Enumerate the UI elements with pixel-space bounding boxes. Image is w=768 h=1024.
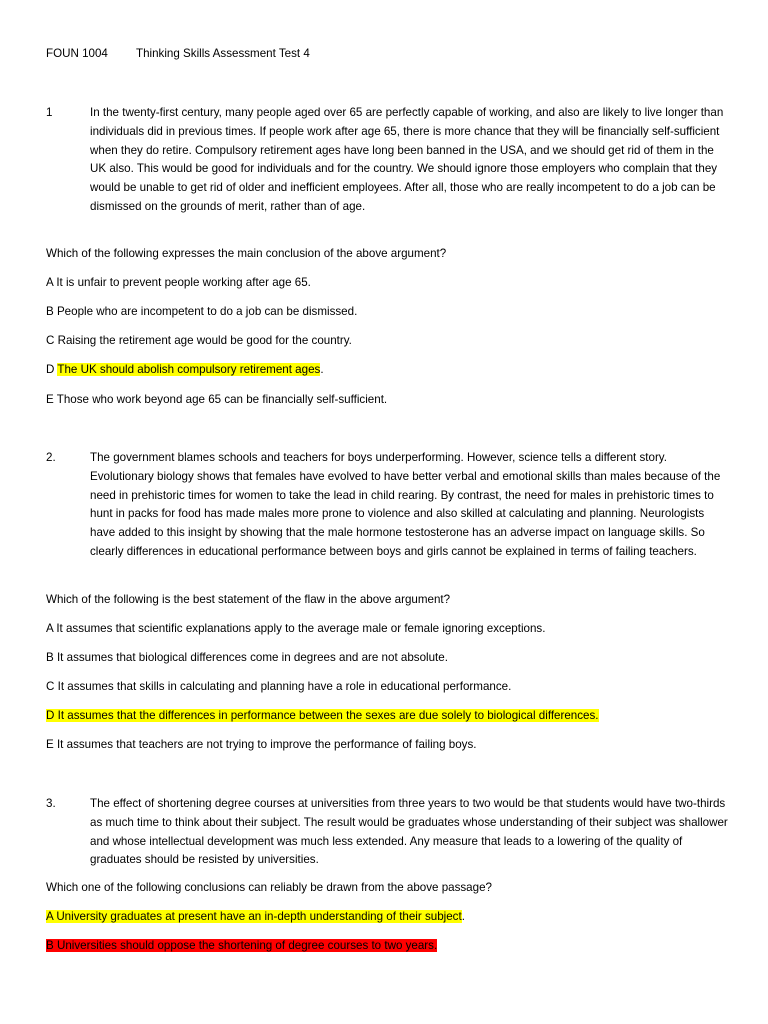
question-passage: The government blames schools and teachers for boys underperforming. However, science tells a different story. Evolutionary biology shows that females have evolved to have better verbal and emotional skills than males because of the need in prehistoric times for women to take the lead in child rearing. By contrast, the need for males in prehistoric times to hunt in packs for food has made males more prone to violence and also skilled at calculating and planning. Neurologists have added to this insight by showing that the male hormone testosterone has an adverse impact on language skills. So clearly differences in educational performance between boys and girls cannot be explained in terms of failing teachers. bbox=[90, 451, 721, 558]
highlighted-answer: A University graduates at present have an in-depth understanding of their subject bbox=[46, 910, 462, 923]
question-prompt: Which of the following is the best statement of the flaw in the above argument? bbox=[46, 593, 451, 606]
highlighted-answer: D It assumes that the differences in performance between the sexes are due solely to biological differences. bbox=[46, 709, 599, 722]
highlighted-answer: The UK should abolish compulsory retirement ages bbox=[57, 363, 321, 376]
answer-option-b bbox=[46, 939, 437, 952]
question-number: 3. bbox=[46, 797, 56, 810]
option-prefix: D bbox=[46, 363, 58, 376]
answer-option-b: B It assumes that biological differences come in degrees and are not absolute. bbox=[46, 651, 448, 664]
question-prompt: Which one of the following conclusions can reliably be drawn from the above passage? bbox=[46, 881, 492, 894]
question-number: 1 bbox=[46, 106, 53, 119]
answer-option-e: E It assumes that teachers are not trying to improve the performance of failing boys. bbox=[46, 738, 477, 751]
answer-option-c: C Raising the retirement age would be good for the country. bbox=[46, 334, 352, 347]
answer-option-d bbox=[46, 363, 324, 376]
option-suffix: . bbox=[461, 910, 465, 923]
question-passage: In the twenty-first century, many people aged over 65 are perfectly capable of working, and also are likely to live longer than individuals did in previous times. If people work after age 65, there is more chance that they will be financially self-sufficient when they do retire. Compulsory retirement ages have long been banned in the USA, and we should get rid of them in the UK also. This would be good for individuals and for the country. We should ignore those employers who complain that they would be unable to get rid of older and inefficient employees. After all, those who are really incompetent to do a job can be dismissed on the grounds of merit, rather than of age. bbox=[90, 106, 724, 213]
option-suffix: . bbox=[320, 363, 324, 376]
answer-option-c: C It assumes that skills in calculating and planning have a role in educational performance. bbox=[46, 680, 512, 693]
test-title: Thinking Skills Assessment Test 4 bbox=[136, 47, 310, 60]
answer-option-e: E Those who work beyond age 65 can be financially self-sufficient. bbox=[46, 393, 388, 406]
answer-option-a bbox=[46, 910, 465, 923]
question-passage: The effect of shortening degree courses at universities from three years to two would be that students would have two-thirds as much time to think about their subject. The result would be graduates whose understanding of their subject was shallower and whose intellectual development was much less extended. Any measure that leads to a lowering of the quality of graduates should be resisted by universities. bbox=[90, 797, 728, 867]
answer-option-a: A It is unfair to prevent people working after age 65. bbox=[46, 276, 311, 289]
highlighted-answer-red: B Universities should oppose the shortening of degree courses to two years. bbox=[46, 939, 438, 952]
course-code: FOUN 1004 bbox=[46, 47, 108, 60]
question-prompt: Which of the following expresses the main conclusion of the above argument? bbox=[46, 247, 447, 260]
answer-option-b: B People who are incompetent to do a job can be dismissed. bbox=[46, 305, 358, 318]
question-number: 2. bbox=[46, 451, 56, 464]
answer-option-a: A It assumes that scientific explanations apply to the average male or female ignoring exceptions. bbox=[46, 622, 546, 635]
answer-option-d bbox=[46, 709, 599, 722]
